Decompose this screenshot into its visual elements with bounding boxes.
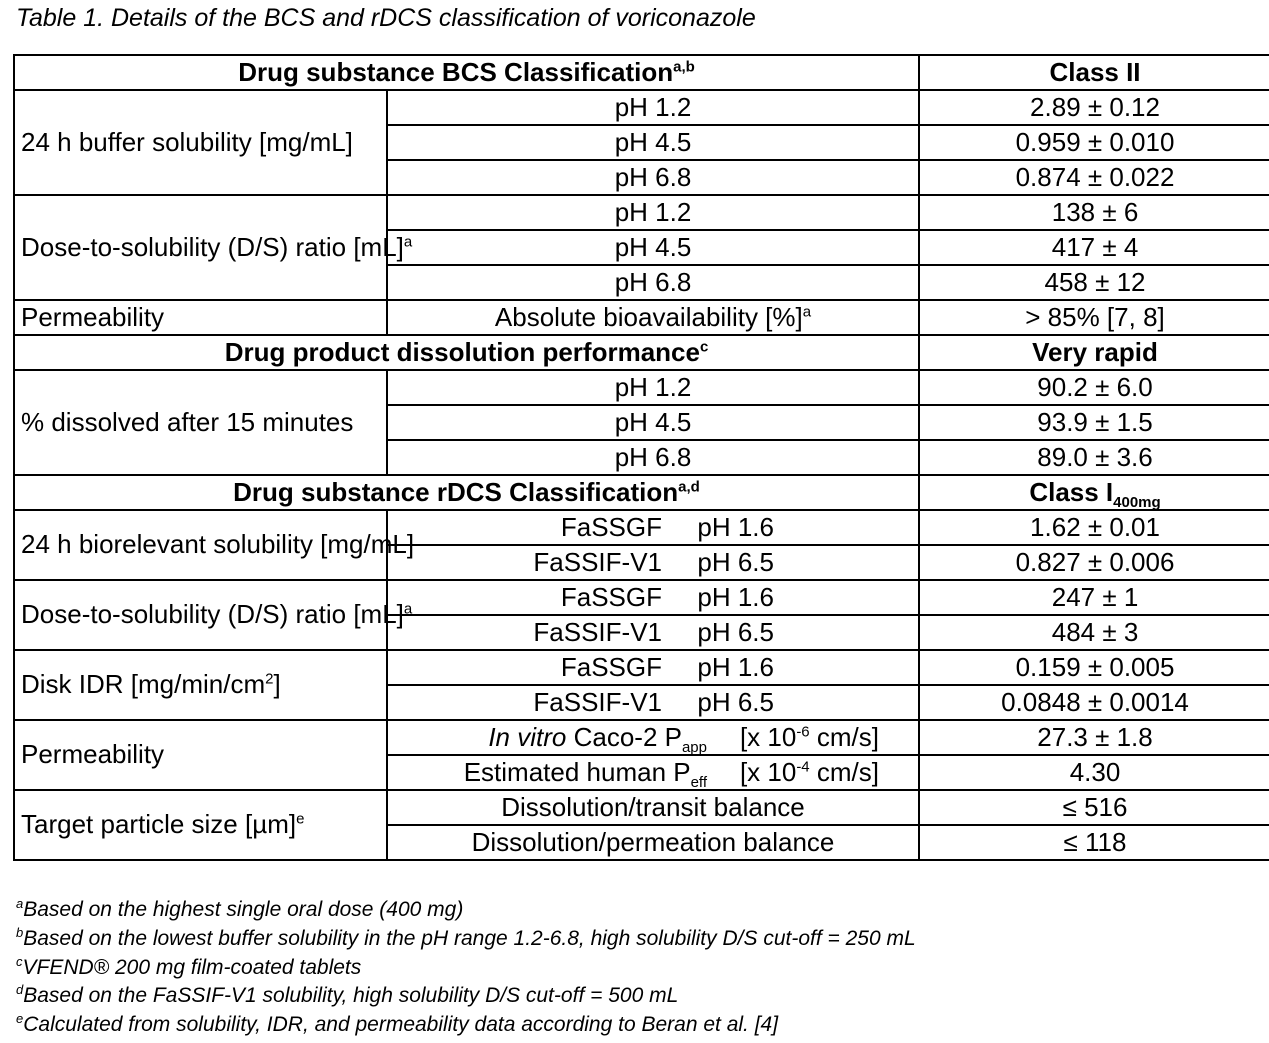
table-row: [14, 510, 1269, 545]
table-row: [14, 580, 1269, 615]
table-cell: Absolute bioavailability [%]$^a$: [387, 300, 919, 335]
row-label-dissolved: % dissolved after 15 minutes: [14, 370, 387, 475]
table-row: [14, 720, 1269, 755]
table-cell: 1.62 ± 0.01: [919, 510, 1269, 545]
table-cell: 2.89 ± 0.12: [919, 90, 1269, 125]
table-cell: 458 ± 12: [919, 265, 1269, 300]
row-label-particle-size: Target particle size $[\mu m]^e$: [14, 790, 387, 860]
table-cell: > 85% [7, 8]: [919, 300, 1269, 335]
table-cell: 0.827 ± 0.006: [919, 545, 1269, 580]
table-row: [14, 650, 1269, 685]
table-cell: pH 1.2: [387, 90, 919, 125]
row-label-rdcs-permeability: Permeability: [14, 720, 387, 790]
table-row: [14, 55, 1269, 90]
table-cell: 484 ± 3: [919, 615, 1269, 650]
table-row: [14, 195, 1269, 230]
table-cell: pH 1.2: [387, 370, 919, 405]
rdcs-class-value: Class $I_{400mg}$: [919, 475, 1269, 510]
table-cell: pH 4.5: [387, 125, 919, 160]
table-row: [14, 790, 1269, 825]
table-cell: pH 6.8: [387, 440, 919, 475]
table-row: [14, 370, 1269, 405]
footnote: $^d$Based on the FaSSIF-V1 solubility, high solubility D/S cut-off = 500 mL: [16, 982, 679, 1008]
table-cell: In vitro Caco-2 $P_{app}$ [x $10^{-6}$ cm/s]: [387, 720, 919, 755]
table-cell: 4.30: [919, 755, 1269, 790]
table-row: [14, 475, 1269, 510]
table-cell: 93.9 ± 1.5: [919, 405, 1269, 440]
table-cell: Estimated human $P_{eff}$ [x $10^{-4}$ cm/s]: [387, 755, 919, 790]
footnote: $^a$Based on the highest single oral dose (400 mg): [16, 896, 464, 921]
table-cell: FaSSGF pH 1.6: [387, 650, 919, 685]
table-cell: pH 4.5: [387, 405, 919, 440]
footnote: $^c$VFEND® 200 mg film-coated tablets: [16, 953, 362, 979]
row-label-dose-solubility: Dose-to-solubility (D/S) ratio [mL]$^a$: [14, 195, 387, 300]
table-cell: 247 ± 1: [919, 580, 1269, 615]
table-cell: 0.874 ± 0.022: [919, 160, 1269, 195]
dissolution-class-value: Very rapid: [919, 335, 1269, 370]
row-label-permeability: Permeability: [14, 300, 387, 335]
table-caption: Table 1. Details of the BCS and rDCS classification of voriconazole: [16, 4, 756, 32]
row-label-rdcs-dose-solubility: Dose-to-solubility (D/S) ratio [mL]$^a$: [14, 580, 387, 650]
table-row: [14, 300, 1269, 335]
table-cell: FaSSGF pH 1.6: [387, 580, 919, 615]
table-cell: FaSSIF-V1 pH 6.5: [387, 685, 919, 720]
table-cell: Dissolution/permeation balance: [387, 825, 919, 860]
section-header-rdcs: Drug substance rDCS Classification$^{a,d}$: [14, 475, 919, 510]
table-cell: 138 ± 6: [919, 195, 1269, 230]
table-cell: FaSSIF-V1 pH 6.5: [387, 615, 919, 650]
table-cell: FaSSGF pH 1.6: [387, 510, 919, 545]
table-cell: pH 6.8: [387, 160, 919, 195]
table-cell: pH 1.2: [387, 195, 919, 230]
table-row: [14, 90, 1269, 125]
footnotes: [16, 896, 916, 1040]
table-cell: 417 ± 4: [919, 230, 1269, 265]
table-cell: Dissolution/transit balance: [387, 790, 919, 825]
section-header-dissolution: Drug product dissolution performance$^c$: [14, 335, 919, 370]
table-cell: ≤ 516: [919, 790, 1269, 825]
table-cell: FaSSIF-V1 pH 6.5: [387, 545, 919, 580]
table-cell: ≤ 118: [919, 825, 1269, 860]
section-header-bcs: Drug substance BCS Classification$^{a,b}$: [14, 55, 919, 90]
table-cell: 90.2 ± 6.0: [919, 370, 1269, 405]
footnote: $^e$Calculated from solubility, IDR, and permeability data according to Beran et al. [4]: [16, 1011, 779, 1037]
table-cell: pH 6.8: [387, 265, 919, 300]
table-cell: 0.959 ± 0.010: [919, 125, 1269, 160]
classification-table: [13, 54, 1269, 861]
table-cell: 89.0 ± 3.6: [919, 440, 1269, 475]
row-label-buffer-solubility: 24 h buffer solubility [mg/mL]: [14, 90, 387, 195]
table-row: [14, 335, 1269, 370]
table-cell: pH 4.5: [387, 230, 919, 265]
bcs-class-value: Class II: [919, 55, 1269, 90]
row-label-disk-idr: Disk IDR $[mg/\min/cm^2]$: [14, 650, 387, 720]
table-cell: 27.3 ± 1.8: [919, 720, 1269, 755]
table-cell: 0.159 ± 0.005: [919, 650, 1269, 685]
footnote: $^b$Based on the lowest buffer solubility in the pH range 1.2-6.8, high solubility D/S cut-off = 250 mL: [16, 924, 916, 950]
table-cell: 0.0848 ± 0.0014: [919, 685, 1269, 720]
row-label-biorelevant-solubility: 24 h biorelevant solubility [mg/mL]: [14, 510, 387, 580]
